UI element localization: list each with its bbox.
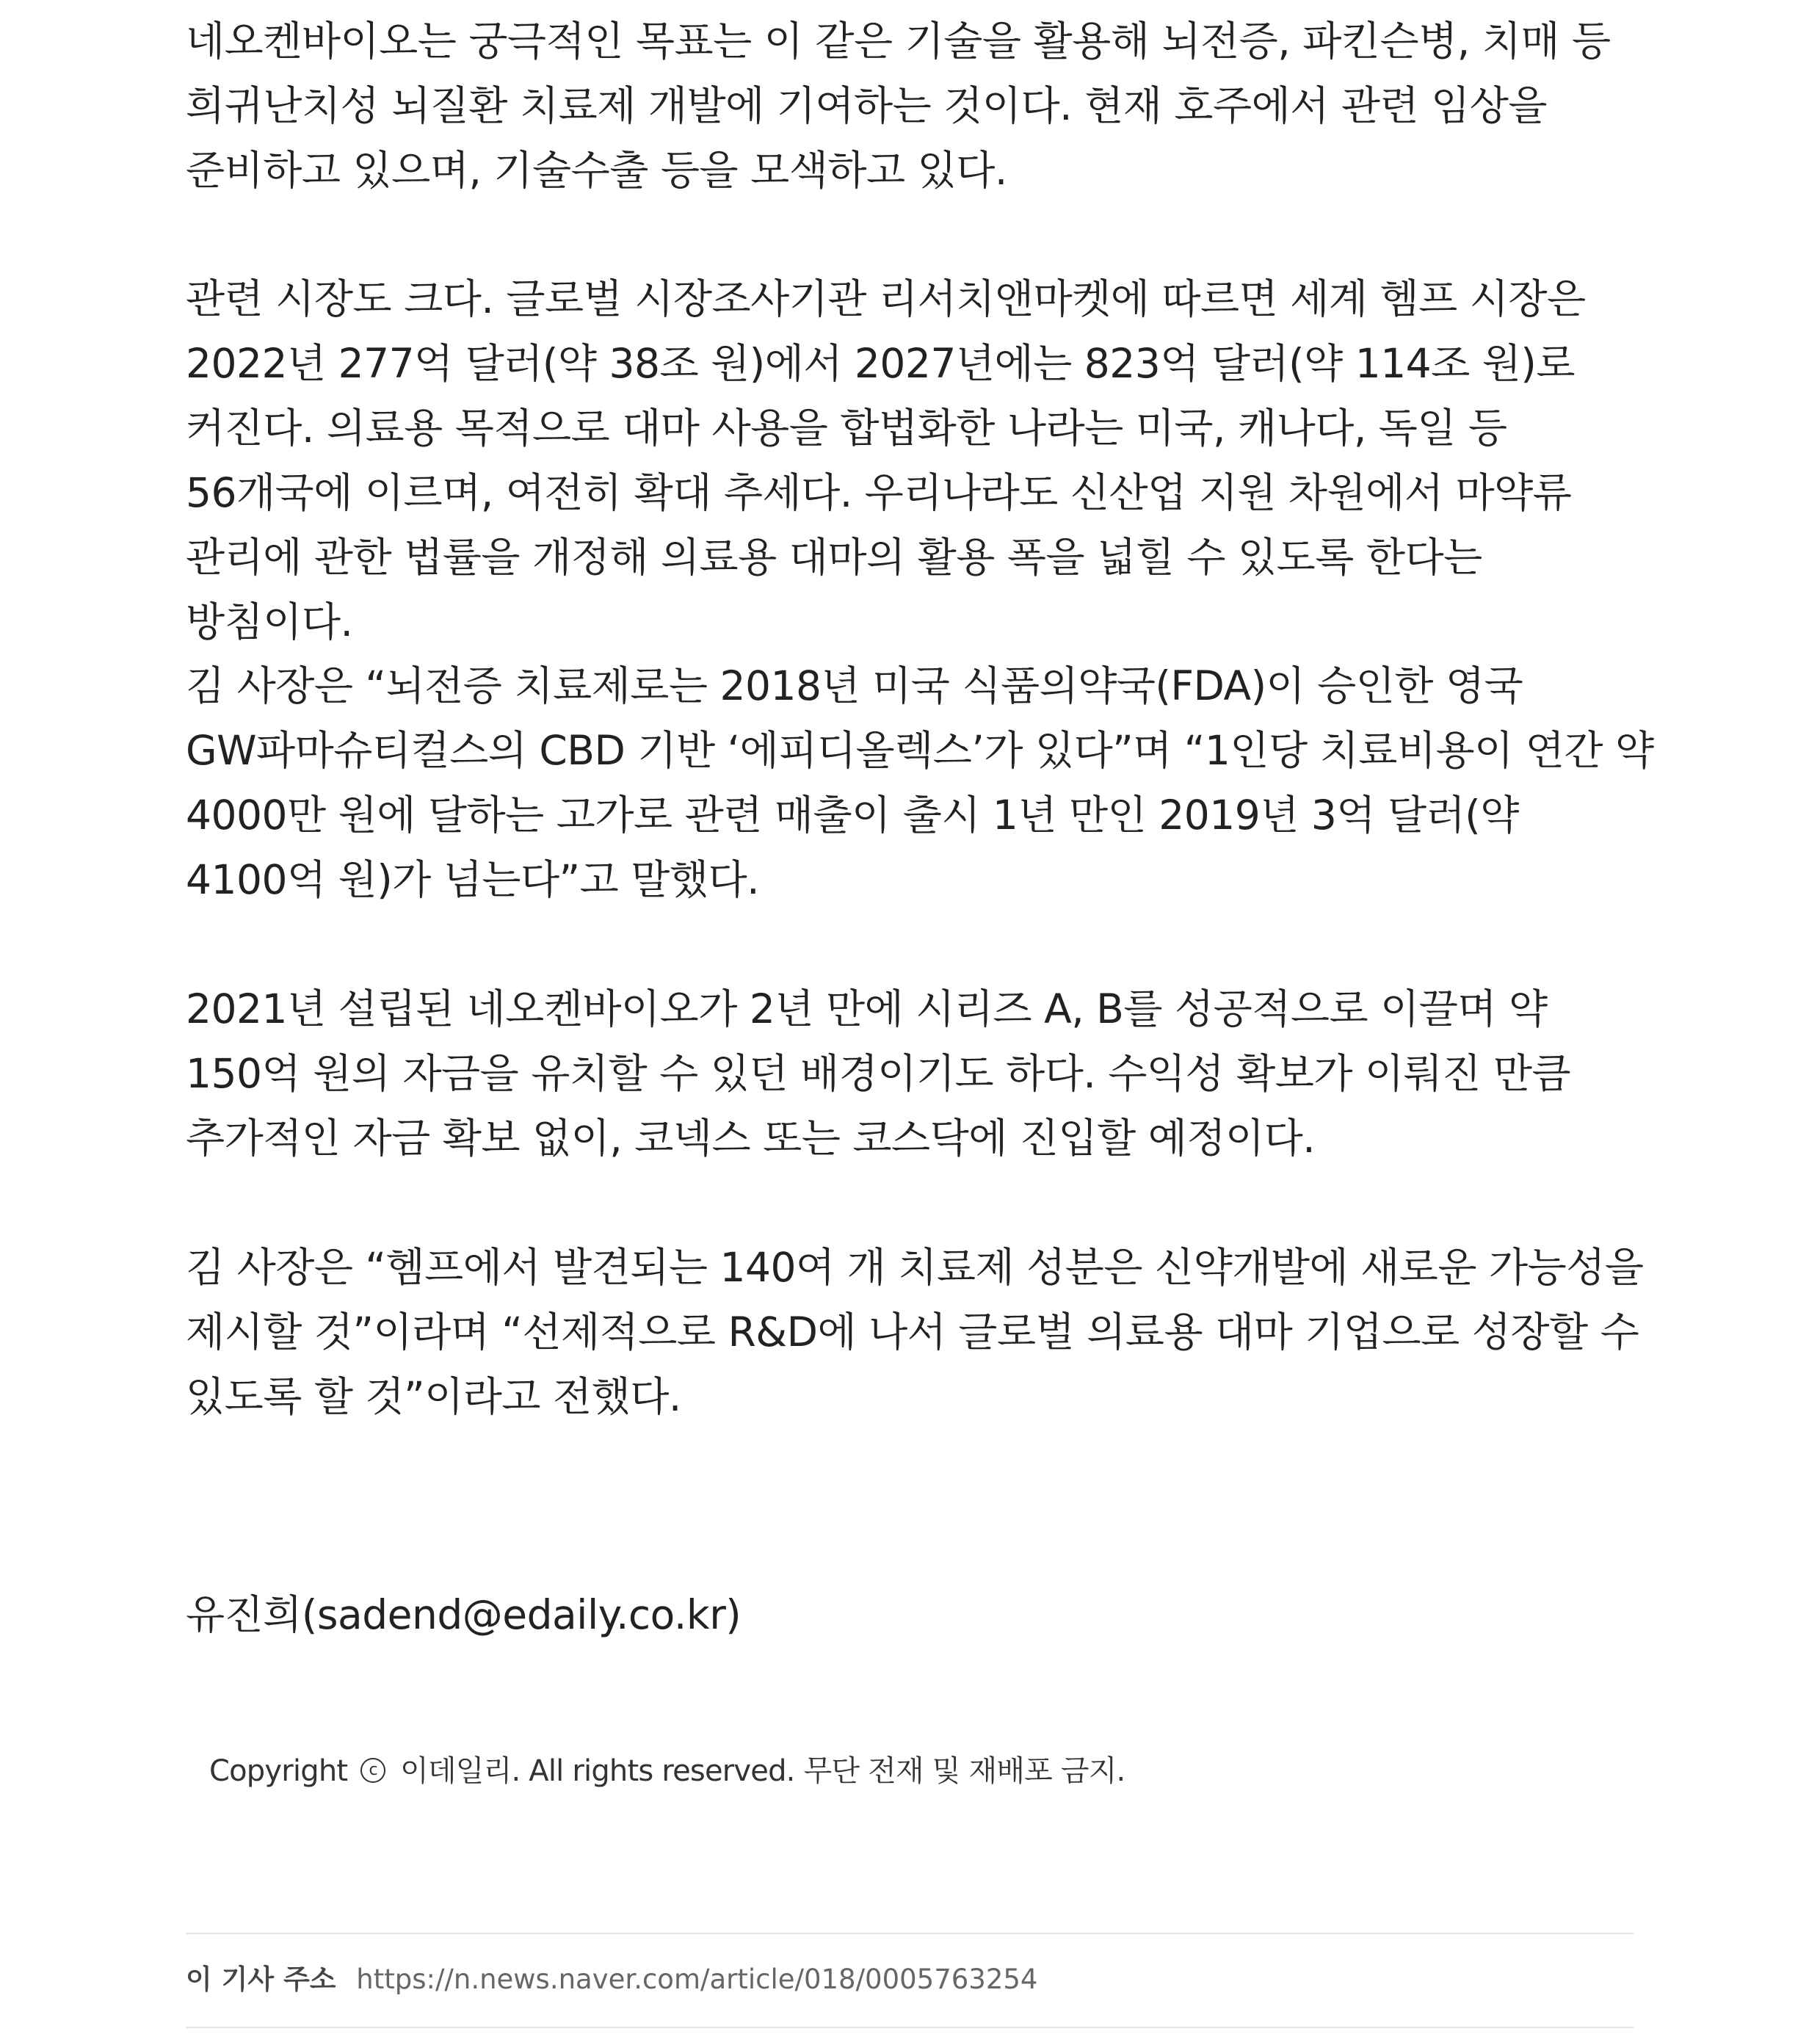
copyright-icon: c: [360, 1758, 385, 1783]
divider: [186, 1933, 1634, 1934]
article-paragraph: 네오켄바이오는 궁극적인 목표는 이 같은 기술을 활용해 뇌전증, 파킨슨병, 치매 등 희귀난치성 뇌질환 치료제 개발에 기여하는 것이다. 현재 호주에서 관련 임상을 준비하고 있으며, 기술수출 등을 모색하고 있다.: [186, 18, 1611, 194]
copyright-text: 이데일리. All rights reserved. 무단 전재 및 재배포 금지.: [400, 1754, 1125, 1788]
article-paragraph: 2021년 설립된 네오켄바이오가 2년 만에 시리즈 A, B를 성공적으로 이끌며 약 150억 원의 자금을 유치할 수 있던 배경이기도 하다. 수익성 확보가 이뤄진 만큼 추가적인 자금 확보 없이, 코넥스 또는 코스닥에 진입할 예정이다.: [186, 985, 1571, 1162]
byline: 유진희(sadend@edaily.co.kr): [186, 1591, 742, 1638]
article-paragraph: 김 사장은 “헴프에서 발견되는 140여 개 치료제 성분은 신약개발에 새로운 가능성을 제시할 것”이라며 “선제적으로 R&D에 나서 글로벌 의료용 대마 기업으로 성장할 수 있도록 할 것”이라고 전했다.: [186, 1244, 1644, 1420]
article-url-label: 이 기사 주소: [186, 1964, 336, 1995]
copyright-prefix: Copyright: [209, 1754, 348, 1788]
copyright-notice: [209, 1749, 1125, 1793]
divider: [186, 2027, 1634, 2028]
article-url-row: [186, 1959, 1037, 2000]
article-url-link[interactable]: https://n.news.naver.com/article/018/0005763254: [356, 1964, 1038, 1995]
article-paragraph: 김 사장은 “뇌전증 치료제로는 2018년 미국 식품의약국(FDA)이 승인한 영국 GW파마슈티컬스의 CBD 기반 ‘에피디올렉스’가 있다”며 “1인당 치료비용이 연간 약 4000만 원에 달하는 고가로 관련 매출이 출시 1년 만인 2019년 3억 달러(약 4100억 원)가 넘는다”고 말했다.: [186, 662, 1654, 903]
article-paragraph: 관련 시장도 크다. 글로벌 시장조사기관 리서치앤마켓에 따르면 세계 헴프 시장은 2022년 277억 달러(약 38조 원)에서 2027년에는 823억 달러(약 114조 원)로 커진다. 의료용 목적으로 대마 사용을 합법화한 나라는 미국, 캐나다, 독일 등 56개국에 이르며, 여전히 확대 추세다. 우리나라도 신산업 지원 차원에서 마약류 관리에 관한 법률을 개정해 의료용 대마의 활용 폭을 넓힐 수 있도록 한다는 방침이다.: [186, 275, 1586, 645]
